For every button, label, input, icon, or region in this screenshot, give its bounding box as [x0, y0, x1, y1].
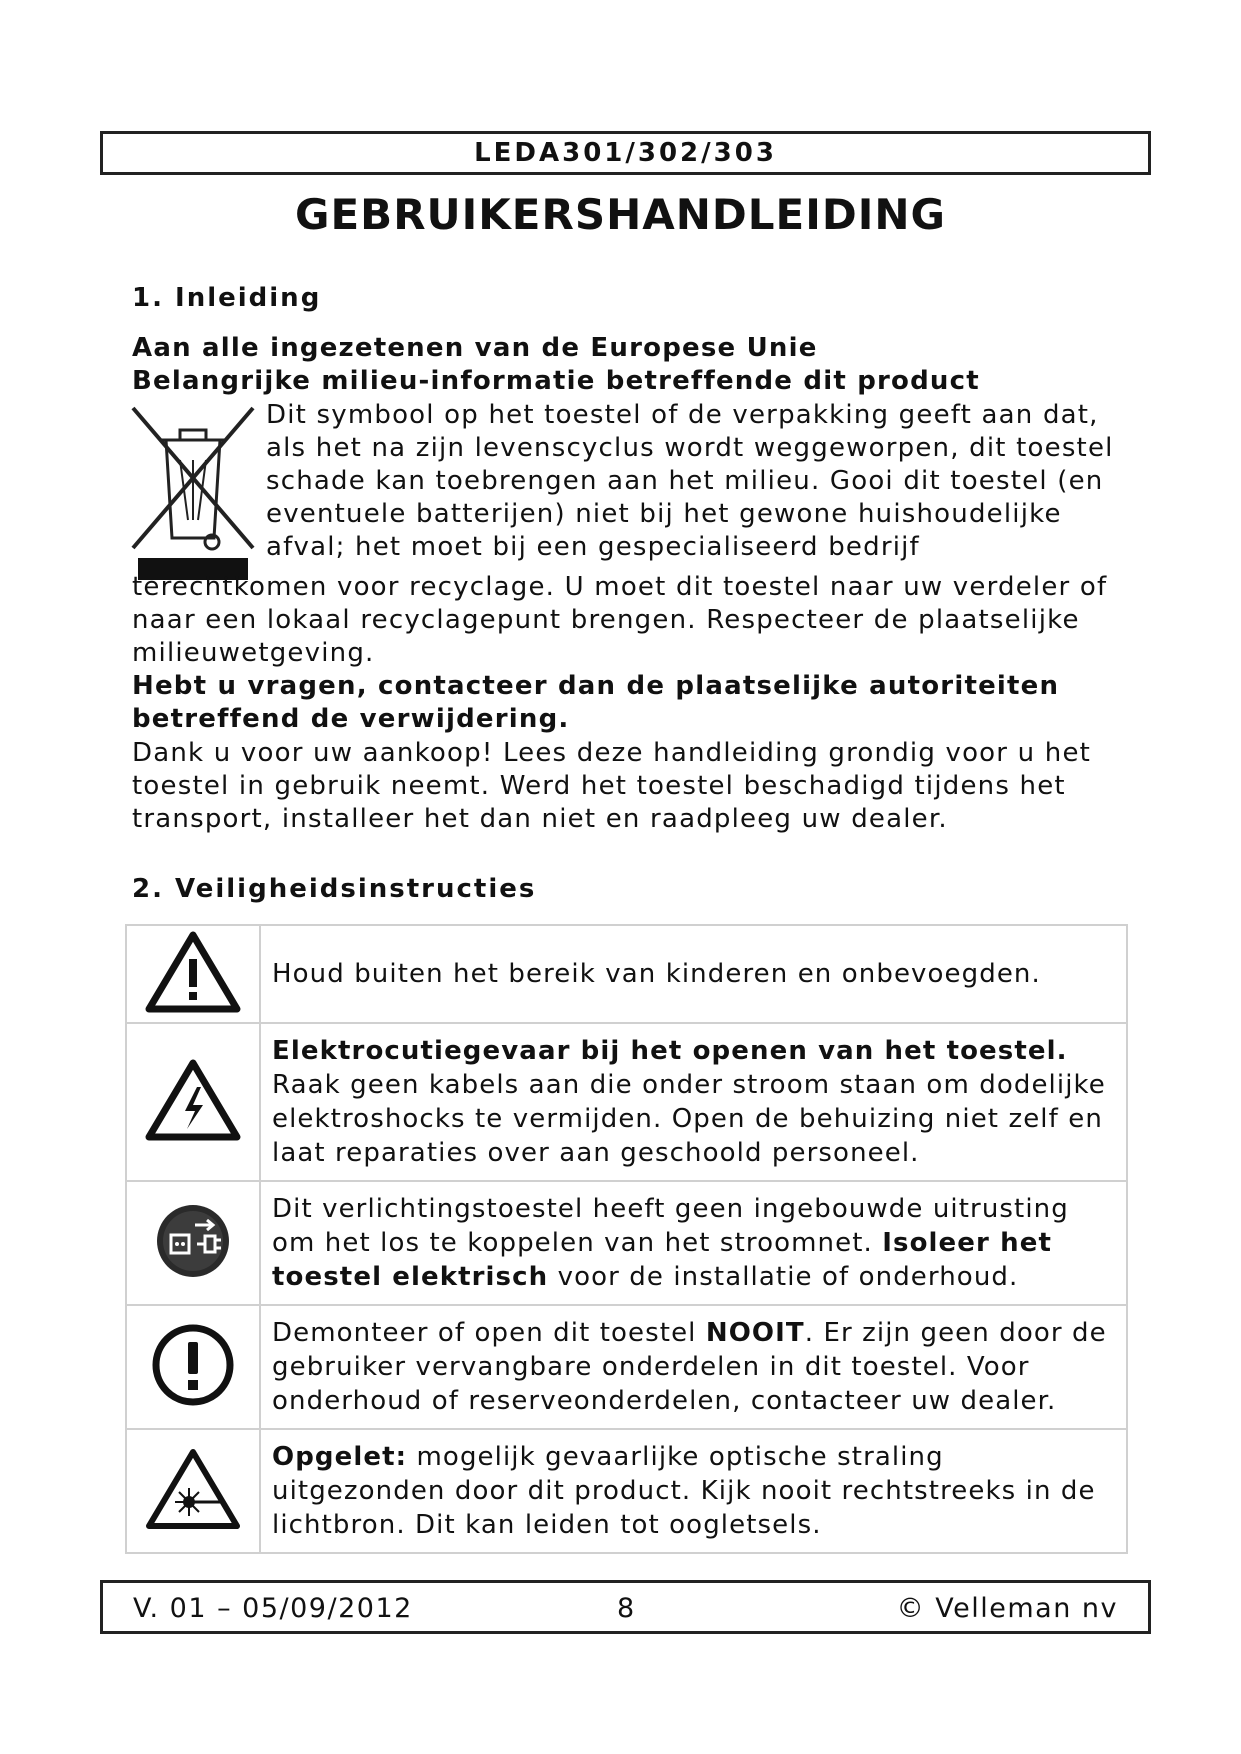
- table-row: [126, 1181, 1127, 1305]
- env-text-line: afval; het moet bij een gespecialiseerd bedrijf: [266, 532, 920, 562]
- environment-subheading: Belangrijke milieu-informatie betreffende dit product: [132, 366, 980, 396]
- version-date: V. 01 – 05/09/2012: [133, 1593, 413, 1624]
- eu-subheading: Aan alle ingezetenen van de Europese Unie: [132, 333, 818, 363]
- electric-shock-icon: [143, 1057, 243, 1143]
- footer-box: [100, 1580, 1151, 1634]
- crossed-out-bin-icon: [128, 400, 258, 580]
- section-2-heading: 2. Veiligheidsinstructies: [132, 874, 537, 904]
- questions-text-line: betreffend de verwijdering.: [132, 704, 570, 734]
- env-text-line: als het na zijn levenscyclus wordt weggeworpen, dit toestel: [266, 433, 1114, 463]
- table-row: [126, 925, 1127, 1023]
- thanks-text-line: transport, installeer het dan niet en raadpleeg uw dealer.: [132, 804, 948, 834]
- section-1-heading: 1. Inleiding: [132, 283, 322, 313]
- env-text-line: naar een lokaal recyclagepunt brengen. Respecteer de plaatselijke: [132, 605, 1080, 635]
- safety-instructions-table: [125, 924, 1128, 1554]
- table-row: [126, 1023, 1127, 1181]
- caution-circle-icon: [150, 1322, 236, 1408]
- questions-text-line: Hebt u vragen, contacteer dan de plaatselijke autoriteiten: [132, 671, 1060, 701]
- disconnect-mains-icon: [153, 1201, 233, 1281]
- safety-text: Elektrocutiegevaar bij het openen van het toestel. Raak geen kabels aan die onder stroom staan om dodelijke elektroshocks te vermijden. Open de behuizing niet zelf en laat reparaties over aan geschoold personeel.: [260, 1023, 1127, 1181]
- icon-cell: [126, 1305, 260, 1429]
- thanks-text-line: Dank u voor uw aankoop! Lees deze handleiding grondig voor u het: [132, 738, 1092, 768]
- safety-text: Dit verlichtingstoestel heeft geen ingebouwde uitrusting om het los te koppelen van het stroomnet. Isoleer het toestel elektrisch voor de installatie of onderhoud.: [260, 1181, 1127, 1305]
- thanks-text-line: toestel in gebruik neemt. Werd het toestel beschadigd tijdens het: [132, 771, 1066, 801]
- safety-text: Houd buiten het bereik van kinderen en onbevoegden.: [260, 925, 1127, 1023]
- table-row: [126, 1305, 1127, 1429]
- env-text-line: schade kan toebrengen aan het milieu. Gooi dit toestel (en: [266, 466, 1104, 496]
- page-number: 8: [617, 1593, 636, 1624]
- env-text-line: Dit symbool op het toestel of de verpakking geeft aan dat,: [266, 400, 1099, 430]
- icon-cell: [126, 925, 260, 1023]
- page-title: GEBRUIKERSHANDLEIDING: [295, 190, 946, 239]
- env-text-line: eventuele batterijen) niet bij het gewone huishoudelijke: [266, 499, 1062, 529]
- model-header-box: [100, 131, 1151, 175]
- icon-cell: [126, 1181, 260, 1305]
- warning-triangle-icon: [143, 929, 243, 1015]
- table-row: [126, 1429, 1127, 1553]
- env-text-line: terechtkomen voor recyclage. U moet dit toestel naar uw verdeler of: [132, 572, 1108, 602]
- copyright: © Velleman nv: [896, 1593, 1118, 1624]
- env-text-line: milieuwetgeving.: [132, 638, 375, 668]
- safety-text: Opgelet: mogelijk gevaarlijke optische straling uitgezonden door dit product. Kijk nooit rechtstreeks in de lichtbron. Dit kan leiden tot oogletsels.: [260, 1429, 1127, 1553]
- model-number: LEDA301/302/303: [474, 138, 777, 168]
- laser-radiation-icon: [143, 1446, 243, 1532]
- safety-text: Demonteer of open dit toestel NOOIT. Er zijn geen door de gebruiker vervangbare onderdelen in dit toestel. Voor onderhoud of reserveonderdelen, contacteer uw dealer.: [260, 1305, 1127, 1429]
- icon-cell: [126, 1429, 260, 1553]
- icon-cell: [126, 1023, 260, 1181]
